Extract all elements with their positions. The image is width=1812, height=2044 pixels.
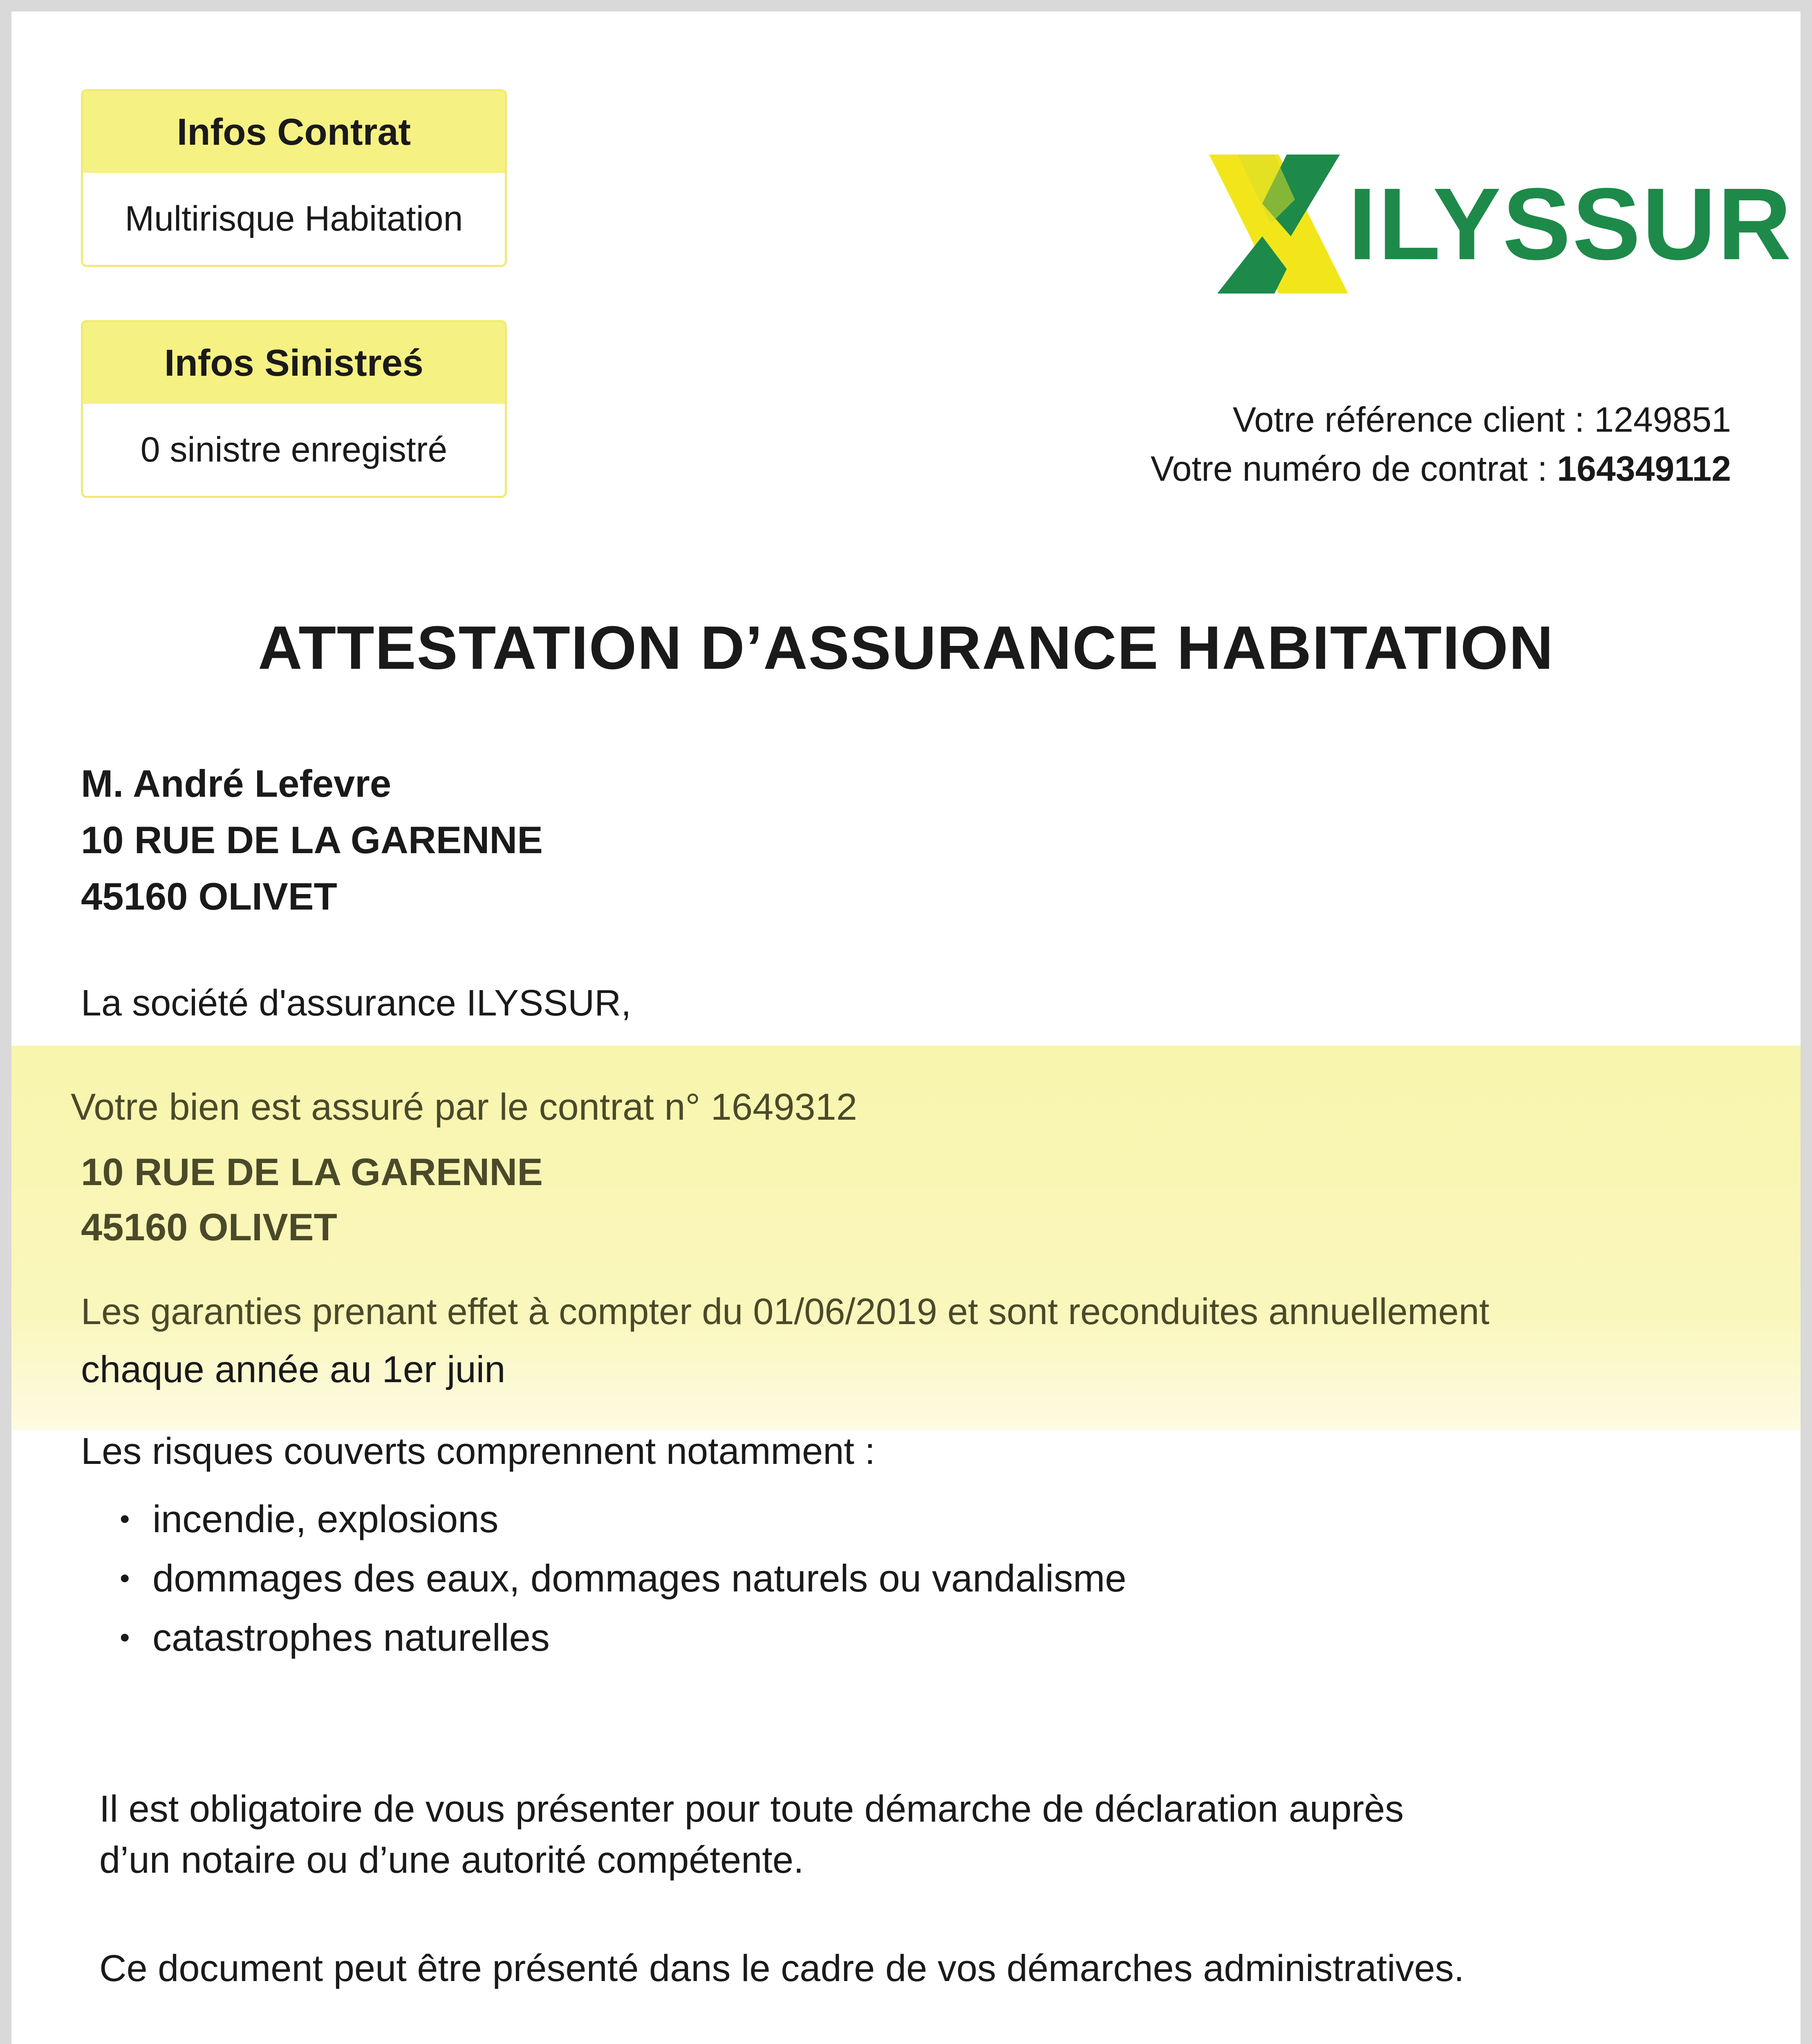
notice-line-2: d’un notaire ou d’une autorité compétente.: [99, 1839, 804, 1881]
risks-list: [103, 1489, 1127, 1667]
bullet-icon: •: [120, 1503, 130, 1535]
insured-contract-line: Votre bien est assuré par le contrat n° 1649312: [71, 1086, 858, 1128]
guarantees-line-1: Les garanties prenant effet à compter du 01/06/2019 et sont reconduites annuellement: [81, 1291, 1489, 1332]
recipient-city: 45160 OLIVET: [81, 875, 337, 918]
intro-text: La société d'assurance ILYSSUR,: [81, 983, 632, 1024]
bullet-icon: •: [120, 1562, 130, 1594]
list-item-text: dommages des eaux, dommages naturels ou vandalisme: [152, 1557, 1127, 1600]
brand-name: ILYSSUR: [1348, 167, 1793, 281]
claims-info-header: Infos Sinistreś: [83, 322, 505, 404]
client-reference: [1233, 400, 1731, 440]
insured-city: 45160 OLIVET: [81, 1206, 337, 1248]
guarantees-line-2: chaque année au 1er juin: [81, 1349, 506, 1390]
contract-number: [1151, 449, 1731, 489]
claims-info-box: [81, 320, 507, 498]
list-item: [103, 1489, 1127, 1549]
bullet-icon: •: [120, 1621, 130, 1653]
insured-street: 10 RUE DE LA GARENNE: [81, 1150, 543, 1193]
contract-number-label: Votre numéro de contrat :: [1150, 449, 1548, 489]
notice-line-1: Il est obligatoire de vous présenter pour toute démarche de déclaration auprès: [99, 1788, 1404, 1830]
document-page: [11, 11, 1801, 2044]
list-item: [103, 1549, 1127, 1608]
claims-info-value: 0 sinistre enregistré: [140, 430, 448, 469]
recipient-name: M. André Lefevre: [81, 762, 392, 805]
contract-info-box: [81, 89, 507, 267]
list-item-text: catastrophes naturelles: [152, 1616, 550, 1659]
recipient-street: 10 RUE DE LA GARENNE: [81, 818, 543, 861]
contract-info-header: Infos Contrat: [83, 91, 505, 173]
client-reference-label: Votre référence client :: [1232, 400, 1585, 439]
risks-heading: Les risques couverts comprennent notamment :: [81, 1430, 876, 1472]
list-item: [103, 1608, 1127, 1667]
client-reference-value: 1249851: [1594, 400, 1731, 439]
list-item-text: incendie, explosions: [152, 1497, 499, 1540]
contract-number-value: 164349112: [1557, 449, 1731, 489]
page-title: ATTESTATION D’ASSURANCE HABITATION: [258, 613, 1554, 682]
notice-line-3: Ce document peut être présenté dans le cadre de vos démarches administratives.: [99, 1948, 1465, 1989]
contract-info-value: Multirisque Habitation: [125, 199, 463, 238]
